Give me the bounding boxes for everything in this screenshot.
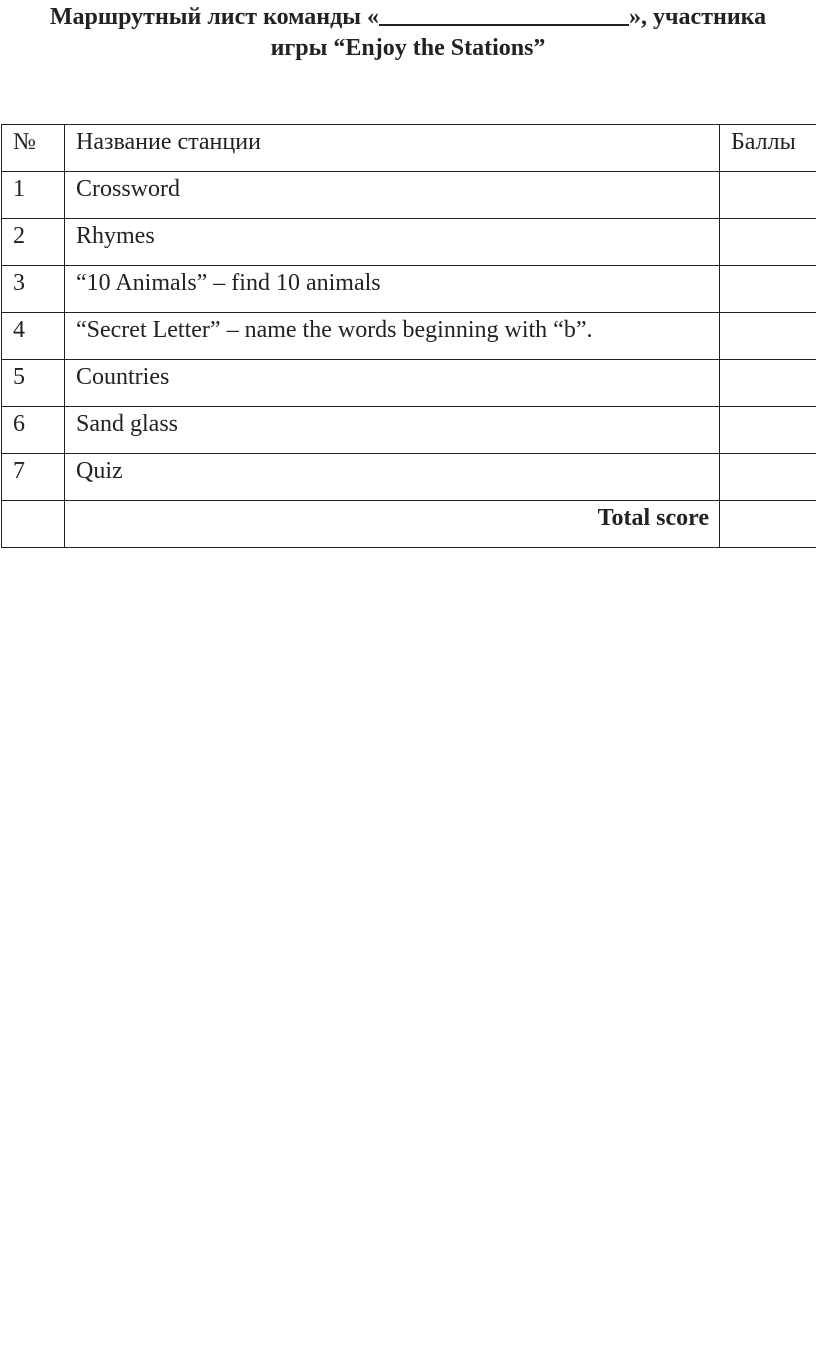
row-points bbox=[720, 454, 816, 501]
row-points bbox=[720, 172, 816, 219]
row-number: 5 bbox=[2, 360, 65, 407]
row-number: 2 bbox=[2, 219, 65, 266]
total-points bbox=[720, 501, 816, 548]
row-station: Countries bbox=[65, 360, 720, 407]
header-points: Баллы bbox=[720, 125, 816, 172]
row-number: 6 bbox=[2, 407, 65, 454]
row-station: “Secret Letter” – name the words beginning with “b”. bbox=[65, 313, 720, 360]
title-part-2: », участника bbox=[629, 4, 767, 30]
row-number: 4 bbox=[2, 313, 65, 360]
table-row bbox=[2, 360, 816, 407]
route-table bbox=[1, 124, 816, 548]
row-number: 3 bbox=[2, 266, 65, 313]
row-station: Quiz bbox=[65, 454, 720, 501]
table-row bbox=[2, 454, 816, 501]
title-line-1 bbox=[0, 2, 816, 33]
table-row bbox=[2, 407, 816, 454]
row-points bbox=[720, 266, 816, 313]
header-station: Название станции bbox=[65, 125, 720, 172]
total-number-cell bbox=[2, 501, 65, 548]
row-station: Sand glass bbox=[65, 407, 720, 454]
total-score-label: Total score bbox=[65, 501, 720, 548]
table-row bbox=[2, 313, 816, 360]
row-station: Crossword bbox=[65, 172, 720, 219]
row-number: 7 bbox=[2, 454, 65, 501]
title-line-2: игры “Enjoy the Stations” bbox=[270, 35, 546, 61]
header-number: № bbox=[2, 125, 65, 172]
page-title bbox=[0, 2, 816, 64]
table-row bbox=[2, 266, 816, 313]
row-station: Rhymes bbox=[65, 219, 720, 266]
table-row bbox=[2, 172, 816, 219]
row-number: 1 bbox=[2, 172, 65, 219]
row-points bbox=[720, 407, 816, 454]
table-header-row bbox=[2, 125, 816, 172]
row-points bbox=[720, 219, 816, 266]
total-row bbox=[2, 501, 816, 548]
row-station: “10 Animals” – find 10 animals bbox=[65, 266, 720, 313]
row-points bbox=[720, 360, 816, 407]
team-name-blank bbox=[379, 2, 629, 26]
row-points bbox=[720, 313, 816, 360]
title-part-1: Маршрутный лист команды « bbox=[49, 4, 380, 30]
table-row bbox=[2, 219, 816, 266]
